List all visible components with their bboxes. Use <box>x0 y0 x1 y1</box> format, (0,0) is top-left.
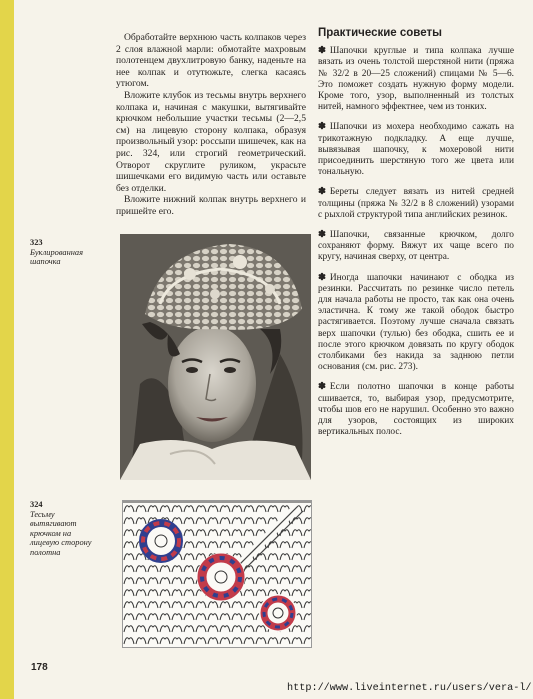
tip <box>318 382 514 438</box>
star-bullet-icon: ✽ <box>318 230 326 241</box>
paragraph: Вложите нижний колпак внутрь верхнего и пришейте его. <box>116 194 306 217</box>
paragraph: Обработайте верхнюю часть колпаков через 2 слоя влажной марли: обмотайте махровым полотенцем двухлитровую банку, наденьте на нее колпак и отутюжьте, слегка касаясь утюгом. <box>116 32 306 90</box>
tip-text: Если полотно шапочки в конце работы сшивается, то, выбирая узор, предусмотрите, чтобы шов его не нарушил. Особенно это важно для узоров, состоящих из широких вертикальных полос. <box>318 382 514 438</box>
star-bullet-icon: ✽ <box>318 46 326 57</box>
star-bullet-icon: ✽ <box>318 187 326 198</box>
tip-text: Береты следует вязать из нитей средней толщины (пряжа № 32/2 в 8 сложений) узорами с рыхлой структурой типа английских резинок. <box>318 187 514 220</box>
right-text-column <box>318 28 514 448</box>
page-number: 178 <box>31 662 48 673</box>
tip <box>318 273 514 374</box>
paragraph: Вложите клубок из тесьмы внутрь верхнего колпака и, начиная с макушки, вытягивайте крючком небольшие участки тесьмы (2—2,5 см) на лицевую сторону колпака, образуя произвольный узор: россыпи шишечек, как на рис. 324, или строгий геометрический. Отворот скруглите руликом, украсьте шишечками его видимую часть или оставьте без отделки. <box>116 89 306 194</box>
caption-text: Буклированная шапочка <box>30 247 84 267</box>
portrait-image <box>120 234 311 480</box>
tip-text: Шапочки, связанные крючком, долго сохраняют форму. Вяжут их чаще всего по кругу, начиная сверху, от центра. <box>318 230 514 263</box>
star-bullet-icon: ✽ <box>318 122 326 133</box>
loops-diagram <box>123 501 311 647</box>
star-bullet-icon: ✽ <box>318 382 326 393</box>
left-text-column <box>116 32 306 218</box>
section-heading: Практические советы <box>318 27 442 39</box>
tip-text: Шапочки круглые и типа колпака лучше вязать из очень толстой шерстяной нити (пряжа № 32/2 в 20—25 сложений) спицами № 5—6. Это поможет создать нужную форму модели. Кроме того, узор, выполненный из толстых нитей, намного эффектнее, чем из тонких. <box>318 46 514 113</box>
caption-323 <box>30 238 100 267</box>
watermark-url: http://www.liveinternet.ru/users/vera-l/ <box>287 683 532 694</box>
knitting-illustration <box>122 500 312 648</box>
tip <box>318 122 514 178</box>
caption-number: 323 <box>30 238 43 247</box>
star-bullet-icon: ✽ <box>318 272 326 283</box>
hat-photo <box>120 234 311 480</box>
caption-number: 324 <box>30 500 43 509</box>
tip <box>318 187 514 221</box>
page-edge <box>0 0 14 699</box>
caption-text: Тесьму вытягивают крючком на лицевую сторону полотна <box>30 509 92 557</box>
tip <box>318 230 514 264</box>
tip-text: Иногда шапочки начинают с ободка из резинки. Рассчитать по резинке число петель для начала работы не просто, так как она очень эластична. К тому же такой ободок быстро растягивается. Поэтому лучше сначала связать верх шапочки (тулью) без ободка, сшить ее и после этого крючком довязать по кругу ободок столбиками без накида за заднюю петли основания (см. рис. 273). <box>318 272 514 373</box>
tip-text: Шапочки из мохера необходимо сажать на трикотажную подкладку. А еще лучше, вывязывая шапочку, к мохеровой нити присоединить шерстяную того же цвета или тональную. <box>318 122 514 178</box>
tip <box>318 46 514 113</box>
caption-324 <box>30 500 100 558</box>
